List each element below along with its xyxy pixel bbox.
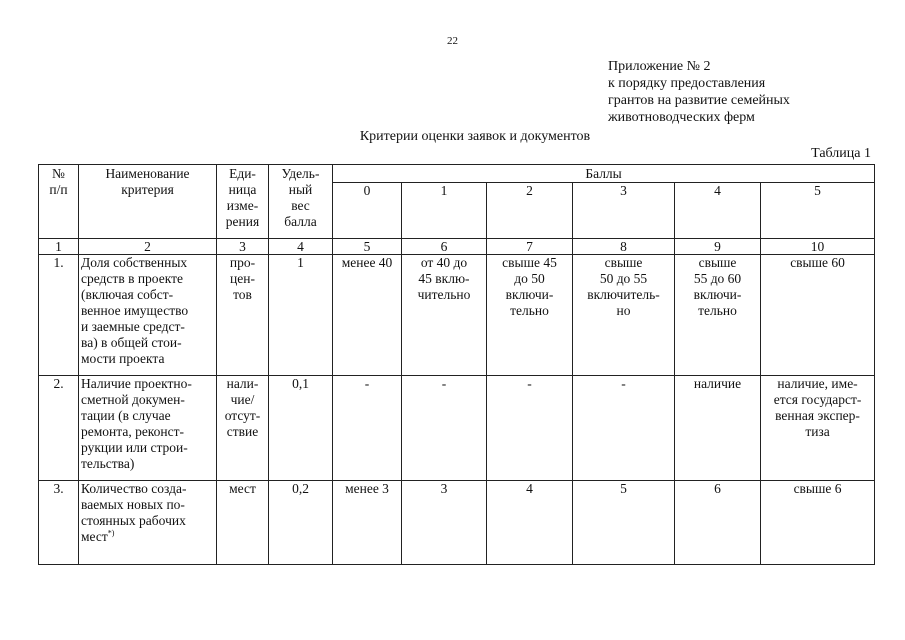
row-unit: нали- чие/ отсут- ствие	[217, 376, 269, 481]
row-criterion: Наличие проектно- сметной докумен- тации (в случае ремонта, реконст- рукции или строи- тельства)	[79, 376, 217, 481]
column-number: 8	[573, 239, 675, 255]
row-points-4: наличие	[675, 376, 761, 481]
row-points-3: 5	[573, 481, 675, 565]
row-unit: про- цен- тов	[217, 255, 269, 376]
header-point-4: 4	[675, 183, 761, 239]
row-weight: 0,1	[269, 376, 333, 481]
row-points-2: 4	[487, 481, 573, 565]
header-point-1: 1	[402, 183, 487, 239]
column-number: 6	[402, 239, 487, 255]
header-point-3: 3	[573, 183, 675, 239]
appendix-line-4: животноводческих ферм	[608, 110, 755, 125]
row-num: 2.	[39, 376, 79, 481]
criteria-table	[38, 164, 875, 565]
header-weight: Удель- ный вес балла	[269, 165, 333, 239]
row-points-5: свыше 60	[761, 255, 875, 376]
row-points-4: свыше 55 до 60 включи- тельно	[675, 255, 761, 376]
row-weight: 0,2	[269, 481, 333, 565]
row-points-1: от 40 до 45 вклю- чительно	[402, 255, 487, 376]
row-points-2: -	[487, 376, 573, 481]
column-number: 4	[269, 239, 333, 255]
header-point-2: 2	[487, 183, 573, 239]
column-number: 3	[217, 239, 269, 255]
header-name: Наименование критерия	[79, 165, 217, 239]
header-unit: Еди- ница изме- рения	[217, 165, 269, 239]
row-num: 3.	[39, 481, 79, 565]
table-row	[39, 255, 875, 376]
column-number: 7	[487, 239, 573, 255]
column-number: 5	[333, 239, 402, 255]
table-row	[39, 376, 875, 481]
row-points-4: 6	[675, 481, 761, 565]
row-points-1: 3	[402, 481, 487, 565]
column-number: 1	[39, 239, 79, 255]
header-points: Баллы	[333, 165, 875, 183]
row-points-2: свыше 45 до 50 включи- тельно	[487, 255, 573, 376]
row-points-3: -	[573, 376, 675, 481]
appendix-line-3: грантов на развитие семейных	[608, 93, 790, 108]
row-num: 1.	[39, 255, 79, 376]
row-points-3: свыше 50 до 55 включитель- но	[573, 255, 675, 376]
document-title: Критерии оценки заявок и документов	[359, 129, 591, 144]
page-number: 22	[447, 35, 458, 47]
row-points-0: -	[333, 376, 402, 481]
column-number: 10	[761, 239, 875, 255]
header-point-5: 5	[761, 183, 875, 239]
appendix-line-2: к порядку предоставления	[608, 76, 766, 91]
row-criterion: Доля собственных средств в проекте (включая собст- венное имущество и заемные средст- ва) в общей стои- мости проекта	[79, 255, 217, 376]
row-criterion-text: Количество созда- ваемых новых по- стоянных рабочих мест	[81, 481, 187, 544]
column-number: 2	[79, 239, 217, 255]
footnote-marker: *)	[107, 528, 115, 538]
column-number: 9	[675, 239, 761, 255]
row-weight: 1	[269, 255, 333, 376]
row-points-1: -	[402, 376, 487, 481]
column-number-row	[39, 239, 875, 255]
row-criterion	[79, 481, 217, 565]
row-points-5: наличие, име- ется государст- венная экспер- тиза	[761, 376, 875, 481]
table-row	[39, 481, 875, 565]
appendix-header	[608, 58, 790, 126]
header-row	[39, 165, 875, 183]
row-points-0: менее 40	[333, 255, 402, 376]
row-points-0: менее 3	[333, 481, 402, 565]
table-label: Таблица 1	[811, 146, 871, 161]
appendix-line-1: Приложение № 2	[608, 59, 711, 74]
row-unit: мест	[217, 481, 269, 565]
header-num: № п/п	[39, 165, 79, 239]
row-points-5: свыше 6	[761, 481, 875, 565]
header-point-0: 0	[333, 183, 402, 239]
